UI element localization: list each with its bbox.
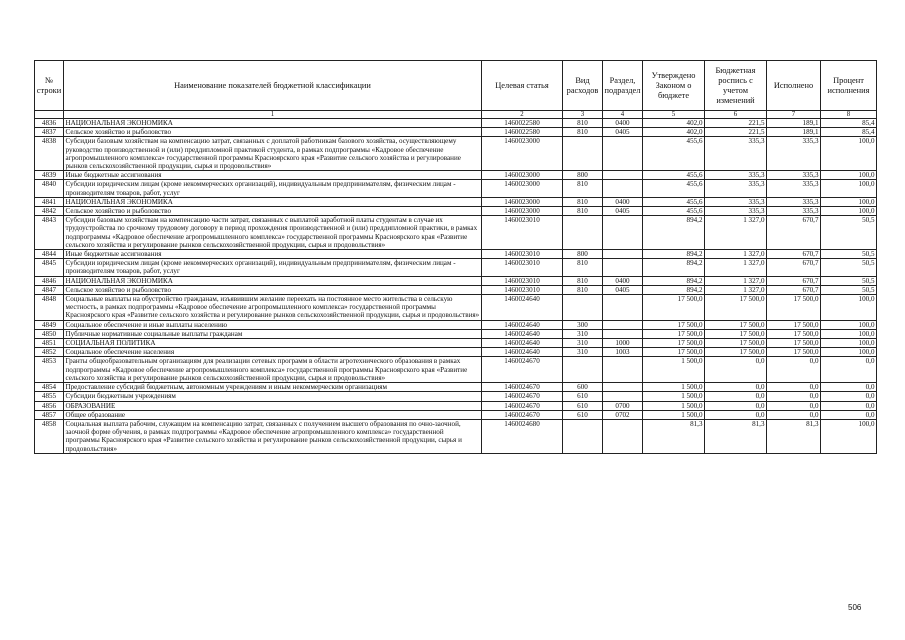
row-number: 4852 <box>35 348 64 357</box>
header-percent: Процент исполнения <box>821 61 877 111</box>
executed-amount: 335,3 <box>767 171 821 180</box>
section-code: 0400 <box>603 119 643 128</box>
execution-percent: 100,0 <box>821 295 877 321</box>
target-article: 1460024640 <box>482 348 563 357</box>
page-number: 506 <box>848 603 862 612</box>
section-code: 0405 <box>603 128 643 137</box>
header-budget-list: Бюджетная роспись с учетом изменений <box>705 61 767 111</box>
executed-amount: 0,0 <box>767 383 821 392</box>
section-code <box>603 392 643 401</box>
executed-amount: 17 500,0 <box>767 295 821 321</box>
target-article: 1460023010 <box>482 285 563 294</box>
target-article: 1460024640 <box>482 320 563 329</box>
section-code <box>603 419 643 453</box>
table-row <box>35 410 877 419</box>
row-name: Иные бюджетные ассигнования <box>64 171 482 180</box>
row-number: 4837 <box>35 128 64 137</box>
row-number: 4856 <box>35 401 64 410</box>
table-row <box>35 119 877 128</box>
row-name: Субсидии базовым хозяйствам на компенсацию части затрат, связанных с выплатой заработной платы студентам в случае их трудоустройства по срочному трудовому договору в период прохождения производственной и (или) преддипломной практики, в рамках подпрограммы «Кадровое обеспечение агропромышленного комплекса» государственной программы Красноярского края «Развитие сельского хозяйства и регулирование рынков сельскохозяйственной продукции, сырья и продовольствия» <box>64 216 482 250</box>
table-row <box>35 259 877 276</box>
executed-amount: 670,7 <box>767 276 821 285</box>
row-number: 4848 <box>35 295 64 321</box>
section-code <box>603 250 643 259</box>
executed-amount: 17 500,0 <box>767 339 821 348</box>
budget-list-amount: 17 500,0 <box>705 320 767 329</box>
column-index: 8 <box>821 111 877 119</box>
header-row <box>35 61 877 111</box>
table-row <box>35 285 877 294</box>
column-index: 5 <box>643 111 705 119</box>
table-row <box>35 250 877 259</box>
budget-list-amount: 221,5 <box>705 119 767 128</box>
table-body <box>35 119 877 454</box>
table-row <box>35 357 877 383</box>
row-name: НАЦИОНАЛЬНАЯ ЭКОНОМИКА <box>64 119 482 128</box>
section-code <box>603 259 643 276</box>
budget-list-amount: 1 327,0 <box>705 276 767 285</box>
approved-amount: 894,2 <box>643 216 705 250</box>
row-number: 4842 <box>35 207 64 216</box>
row-name: Гранты общеобразовательным организациям для реализации сетевых программ в области агротехнического образования в рамках подпрограммы «Кадровое обеспечение агропромышленного комплекса» государственной программы Красноярского края «Развитие сельского хозяйства и регулирование рынков сельскохозяйственной продукции, сырья и продовольствия» <box>64 357 482 383</box>
execution-percent: 50,5 <box>821 285 877 294</box>
section-code: 0400 <box>603 276 643 285</box>
row-name: Сельское хозяйство и рыболовство <box>64 207 482 216</box>
executed-amount: 189,1 <box>767 119 821 128</box>
expense-type <box>563 419 603 453</box>
row-number: 4850 <box>35 329 64 338</box>
expense-type: 810 <box>563 207 603 216</box>
row-number: 4849 <box>35 320 64 329</box>
execution-percent: 100,0 <box>821 329 877 338</box>
section-code: 0702 <box>603 410 643 419</box>
budget-list-amount: 335,3 <box>705 207 767 216</box>
table-row <box>35 197 877 206</box>
table-row <box>35 180 877 197</box>
target-article: 1460024670 <box>482 392 563 401</box>
approved-amount: 894,2 <box>643 285 705 294</box>
approved-amount: 455,6 <box>643 137 705 171</box>
executed-amount: 335,3 <box>767 207 821 216</box>
budget-list-amount: 335,3 <box>705 197 767 206</box>
approved-amount: 17 500,0 <box>643 329 705 338</box>
table-header <box>35 61 877 119</box>
budget-list-amount: 0,0 <box>705 410 767 419</box>
column-index: 3 <box>563 111 603 119</box>
section-code <box>603 320 643 329</box>
execution-percent: 100,0 <box>821 197 877 206</box>
row-name: НАЦИОНАЛЬНАЯ ЭКОНОМИКА <box>64 276 482 285</box>
table-row <box>35 419 877 453</box>
expense-type: 810 <box>563 276 603 285</box>
row-name: Сельское хозяйство и рыболовство <box>64 128 482 137</box>
expense-type: 610 <box>563 392 603 401</box>
expense-type: 610 <box>563 401 603 410</box>
row-number: 4838 <box>35 137 64 171</box>
expense-type: 810 <box>563 259 603 276</box>
section-code <box>603 216 643 250</box>
header-exp-type: Вид расходов <box>563 61 603 111</box>
execution-percent: 100,0 <box>821 171 877 180</box>
execution-percent: 100,0 <box>821 137 877 171</box>
target-article: 1460023010 <box>482 276 563 285</box>
approved-amount: 17 500,0 <box>643 348 705 357</box>
execution-percent: 50,5 <box>821 276 877 285</box>
header-row-no: № строки <box>35 61 64 111</box>
table-row <box>35 128 877 137</box>
column-index: 6 <box>705 111 767 119</box>
row-number: 4836 <box>35 119 64 128</box>
expense-type: 310 <box>563 348 603 357</box>
target-article: 1460024670 <box>482 410 563 419</box>
row-name: СОЦИАЛЬНАЯ ПОЛИТИКА <box>64 339 482 348</box>
expense-type <box>563 137 603 171</box>
row-name: Публичные нормативные социальные выплаты гражданам <box>64 329 482 338</box>
table-row <box>35 295 877 321</box>
header-name: Наименование показателей бюджетной классификации <box>64 61 482 111</box>
row-number: 4847 <box>35 285 64 294</box>
approved-amount: 455,6 <box>643 207 705 216</box>
header-section: Раздел, подраздел <box>603 61 643 111</box>
row-number: 4839 <box>35 171 64 180</box>
execution-percent: 50,5 <box>821 216 877 250</box>
expense-type <box>563 216 603 250</box>
table-row <box>35 329 877 338</box>
budget-list-amount: 335,3 <box>705 171 767 180</box>
execution-percent: 85,4 <box>821 119 877 128</box>
executed-amount: 0,0 <box>767 401 821 410</box>
approved-amount: 894,2 <box>643 250 705 259</box>
executed-amount: 0,0 <box>767 392 821 401</box>
approved-amount: 1 500,0 <box>643 383 705 392</box>
budget-list-amount: 17 500,0 <box>705 348 767 357</box>
budget-list-amount: 81,3 <box>705 419 767 453</box>
section-code <box>603 329 643 338</box>
execution-percent: 0,0 <box>821 392 877 401</box>
table-row <box>35 339 877 348</box>
row-number: 4857 <box>35 410 64 419</box>
row-number: 4845 <box>35 259 64 276</box>
approved-amount: 455,6 <box>643 197 705 206</box>
executed-amount: 335,3 <box>767 197 821 206</box>
row-number: 4846 <box>35 276 64 285</box>
execution-percent: 50,5 <box>821 259 877 276</box>
execution-percent: 0,0 <box>821 401 877 410</box>
target-article: 1460023000 <box>482 171 563 180</box>
target-article: 1460023010 <box>482 259 563 276</box>
row-name: Субсидии юридическим лицам (кроме некоммерческих организаций), индивидуальным предпринимателям, физическим лицам - производителям товаров, работ, услуг <box>64 259 482 276</box>
column-index: 7 <box>767 111 821 119</box>
approved-amount: 17 500,0 <box>643 339 705 348</box>
budget-list-amount: 0,0 <box>705 357 767 383</box>
budget-list-amount: 1 327,0 <box>705 250 767 259</box>
table-row <box>35 216 877 250</box>
row-name: Сельское хозяйство и рыболовство <box>64 285 482 294</box>
target-article: 1460024640 <box>482 339 563 348</box>
budget-list-amount: 17 500,0 <box>705 339 767 348</box>
executed-amount: 0,0 <box>767 357 821 383</box>
budget-table <box>34 60 877 454</box>
executed-amount: 670,7 <box>767 250 821 259</box>
approved-amount: 455,6 <box>643 180 705 197</box>
budget-list-amount: 221,5 <box>705 128 767 137</box>
expense-type: 600 <box>563 383 603 392</box>
section-code <box>603 171 643 180</box>
approved-amount: 1 500,0 <box>643 357 705 383</box>
budget-list-amount: 0,0 <box>705 401 767 410</box>
executed-amount: 335,3 <box>767 180 821 197</box>
row-number: 4841 <box>35 197 64 206</box>
execution-percent: 100,0 <box>821 180 877 197</box>
row-number: 4853 <box>35 357 64 383</box>
column-index: 2 <box>482 111 563 119</box>
executed-amount: 17 500,0 <box>767 348 821 357</box>
column-index: 1 <box>64 111 482 119</box>
execution-percent: 100,0 <box>821 419 877 453</box>
approved-amount: 81,3 <box>643 419 705 453</box>
expense-type: 810 <box>563 285 603 294</box>
section-code <box>603 180 643 197</box>
execution-percent: 0,0 <box>821 410 877 419</box>
row-number: 4840 <box>35 180 64 197</box>
row-name: Социальная выплата рабочим, служащим на компенсацию затрат, связанных с получением высшего образования по очно-заочной, заочной форме обучения, в рамках подпрограммы «Кадровое обеспечение агропромышленного комплекса» государственной программы Красноярского края «Развитие сельского хозяйства и регулирование рынков сельскохозяйственной продукции, сырья и продовольствия» <box>64 419 482 453</box>
budget-list-amount: 335,3 <box>705 180 767 197</box>
budget-list-amount: 1 327,0 <box>705 285 767 294</box>
section-code <box>603 295 643 321</box>
approved-amount: 402,0 <box>643 128 705 137</box>
target-article: 1460023000 <box>482 180 563 197</box>
section-code: 0405 <box>603 207 643 216</box>
budget-list-amount: 0,0 <box>705 392 767 401</box>
target-article: 1460022580 <box>482 119 563 128</box>
execution-percent: 0,0 <box>821 357 877 383</box>
execution-percent: 85,4 <box>821 128 877 137</box>
expense-type: 810 <box>563 119 603 128</box>
table-row <box>35 276 877 285</box>
table-row <box>35 207 877 216</box>
expense-type: 810 <box>563 180 603 197</box>
execution-percent: 100,0 <box>821 348 877 357</box>
section-code: 1000 <box>603 339 643 348</box>
row-number: 4855 <box>35 392 64 401</box>
expense-type: 810 <box>563 128 603 137</box>
table-row <box>35 137 877 171</box>
row-number: 4851 <box>35 339 64 348</box>
column-index: 4 <box>603 111 643 119</box>
table-row <box>35 348 877 357</box>
budget-list-amount: 0,0 <box>705 383 767 392</box>
target-article: 1460024670 <box>482 383 563 392</box>
row-name: Предоставление субсидий бюджетным, автономным учреждениям и иным некоммерческим организациям <box>64 383 482 392</box>
row-name: Субсидии юридическим лицам (кроме некоммерческих организаций), индивидуальным предпринимателям, физическим лицам - производителям товаров, работ, услуг <box>64 180 482 197</box>
column-index <box>35 111 64 119</box>
row-number: 4854 <box>35 383 64 392</box>
row-name: Социальное обеспечение и иные выплаты населению <box>64 320 482 329</box>
approved-amount: 402,0 <box>643 119 705 128</box>
target-article: 1460023000 <box>482 197 563 206</box>
executed-amount: 335,3 <box>767 137 821 171</box>
row-name: Субсидии бюджетным учреждениям <box>64 392 482 401</box>
executed-amount: 0,0 <box>767 410 821 419</box>
executed-amount: 81,3 <box>767 419 821 453</box>
table-row <box>35 320 877 329</box>
column-index-row <box>35 111 877 119</box>
execution-percent: 0,0 <box>821 383 877 392</box>
execution-percent: 100,0 <box>821 339 877 348</box>
budget-list-amount: 17 500,0 <box>705 329 767 338</box>
approved-amount: 1 500,0 <box>643 410 705 419</box>
target-article: 1460024670 <box>482 357 563 383</box>
row-name: Общее образование <box>64 410 482 419</box>
target-article: 1460024640 <box>482 329 563 338</box>
executed-amount: 17 500,0 <box>767 320 821 329</box>
table-row <box>35 401 877 410</box>
expense-type <box>563 357 603 383</box>
executed-amount: 670,7 <box>767 285 821 294</box>
approved-amount: 455,6 <box>643 171 705 180</box>
section-code: 0400 <box>603 197 643 206</box>
budget-list-amount: 1 327,0 <box>705 216 767 250</box>
executed-amount: 189,1 <box>767 128 821 137</box>
target-article: 1460023000 <box>482 137 563 171</box>
approved-amount: 894,2 <box>643 259 705 276</box>
executed-amount: 670,7 <box>767 259 821 276</box>
row-name: Субсидии базовым хозяйствам на компенсацию затрат, связанных с доплатой работникам базового хозяйства, осуществляющему руководство производственной и (или) преддипломной практикой студента, в рамках подпрограммы «Кадровое обеспечение агропромышленного комплекса» государственной программы Красноярского края «Развитие сельского хозяйства и регулирование рынков сельскохозяйственной продукции, сырья и продовольствия» <box>64 137 482 171</box>
header-target: Целевая статья <box>482 61 563 111</box>
budget-list-amount: 17 500,0 <box>705 295 767 321</box>
executed-amount: 17 500,0 <box>767 329 821 338</box>
row-number: 4844 <box>35 250 64 259</box>
header-executed: Исполнено <box>767 61 821 111</box>
executed-amount: 670,7 <box>767 216 821 250</box>
target-article: 1460024640 <box>482 295 563 321</box>
execution-percent: 100,0 <box>821 207 877 216</box>
budget-list-amount: 1 327,0 <box>705 259 767 276</box>
expense-type: 810 <box>563 197 603 206</box>
target-article: 1460022580 <box>482 128 563 137</box>
approved-amount: 894,2 <box>643 276 705 285</box>
section-code <box>603 137 643 171</box>
execution-percent: 100,0 <box>821 320 877 329</box>
section-code: 0405 <box>603 285 643 294</box>
expense-type: 610 <box>563 410 603 419</box>
header-approved: Утверждено Законом о бюджете <box>643 61 705 111</box>
target-article: 1460024670 <box>482 401 563 410</box>
approved-amount: 1 500,0 <box>643 401 705 410</box>
approved-amount: 17 500,0 <box>643 320 705 329</box>
row-number: 4843 <box>35 216 64 250</box>
row-name: ОБРАЗОВАНИЕ <box>64 401 482 410</box>
row-name: Социальное обеспечение населения <box>64 348 482 357</box>
table-row <box>35 383 877 392</box>
expense-type: 310 <box>563 329 603 338</box>
target-article: 1460023010 <box>482 216 563 250</box>
target-article: 1460023010 <box>482 250 563 259</box>
budget-list-amount: 335,3 <box>705 137 767 171</box>
expense-type <box>563 295 603 321</box>
section-code <box>603 383 643 392</box>
row-name: НАЦИОНАЛЬНАЯ ЭКОНОМИКА <box>64 197 482 206</box>
row-name: Социальные выплаты на обустройство гражданам, изъявившим желание переехать на постоянное место жительства в сельскую местность, в рамках подпрограммы «Кадровое обеспечение агропромышленного комплекса» государственной программы Красноярского края «Развитие сельского хозяйства и регулирование рынков сельскохозяйственной продукции, сырья и продовольствия» <box>64 295 482 321</box>
row-name: Иные бюджетные ассигнования <box>64 250 482 259</box>
expense-type: 300 <box>563 320 603 329</box>
expense-type: 310 <box>563 339 603 348</box>
section-code: 1003 <box>603 348 643 357</box>
target-article: 1460023000 <box>482 207 563 216</box>
section-code <box>603 357 643 383</box>
table-row <box>35 392 877 401</box>
expense-type: 800 <box>563 171 603 180</box>
row-number: 4858 <box>35 419 64 453</box>
expense-type: 800 <box>563 250 603 259</box>
execution-percent: 50,5 <box>821 250 877 259</box>
approved-amount: 1 500,0 <box>643 392 705 401</box>
section-code: 0700 <box>603 401 643 410</box>
table-row <box>35 171 877 180</box>
target-article: 1460024680 <box>482 419 563 453</box>
approved-amount: 17 500,0 <box>643 295 705 321</box>
